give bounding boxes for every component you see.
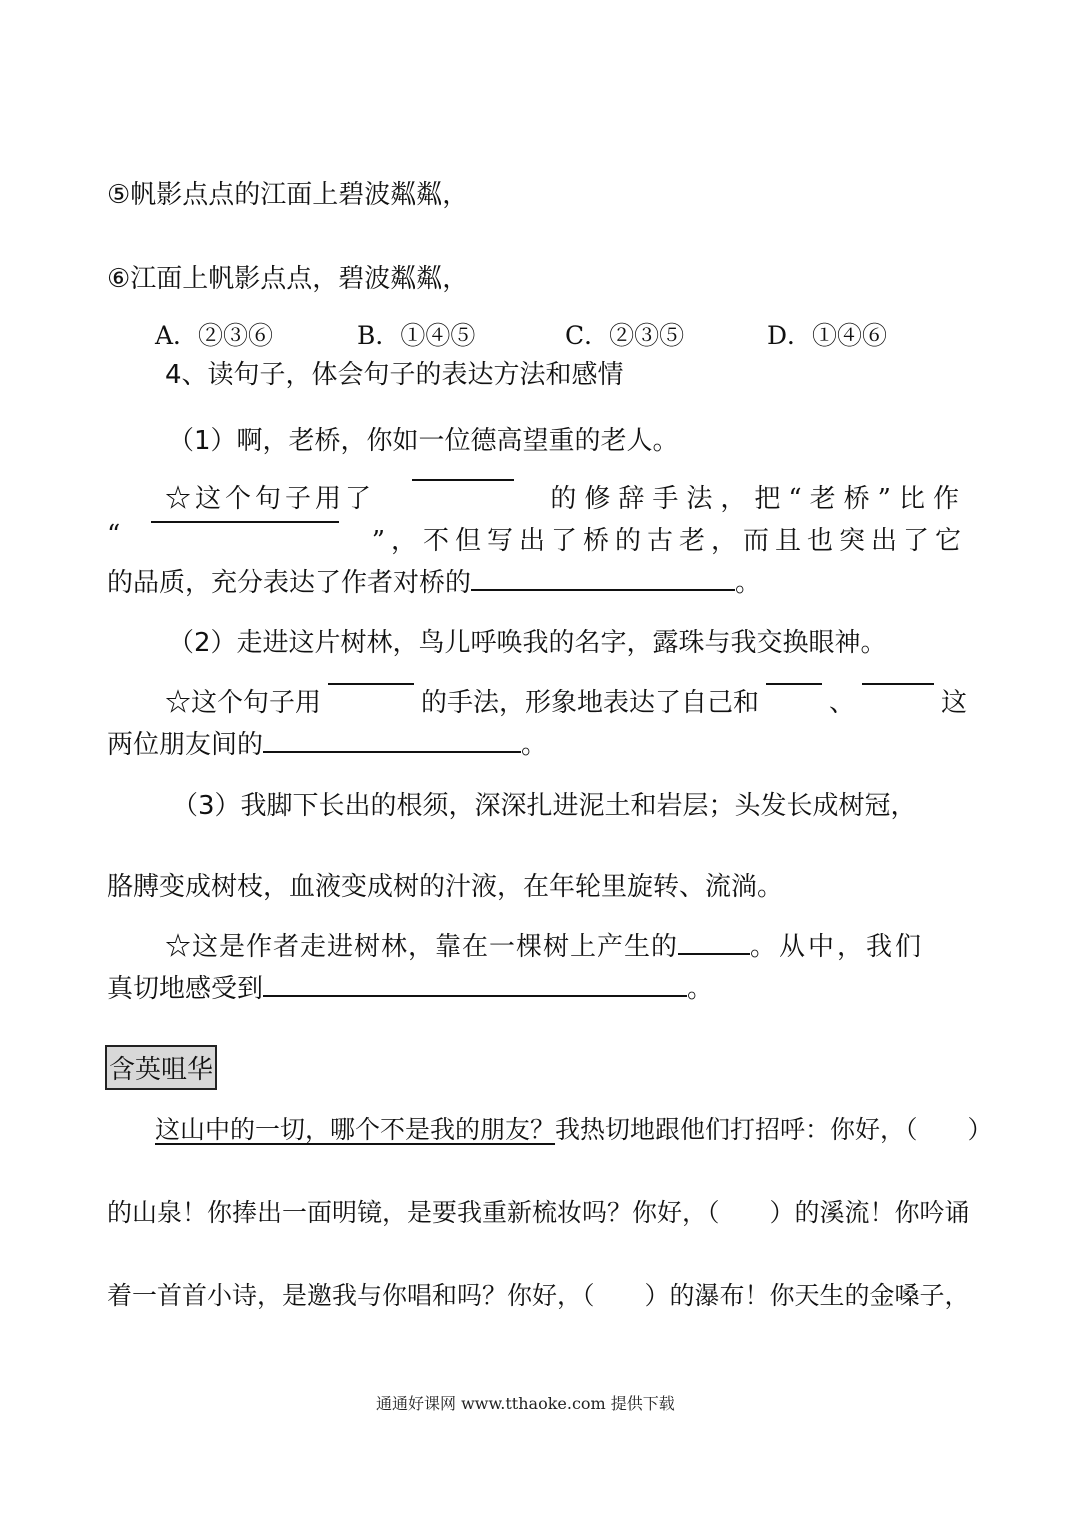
s1-answer-line-3 bbox=[107, 562, 761, 599]
s2-answer-line-1 bbox=[165, 682, 967, 719]
period: 。 bbox=[521, 730, 548, 760]
blank-imagination[interactable] bbox=[678, 952, 750, 955]
s1-prompt-2: 的修辞手法，把“老桥”比作 bbox=[550, 484, 967, 514]
s2-prompt: ☆这个句子用 bbox=[165, 688, 322, 718]
choice-d: D．①④⑥ bbox=[767, 321, 888, 350]
choice-a: A．②③⑥ bbox=[155, 321, 274, 350]
blank-rhetoric[interactable] bbox=[412, 478, 514, 481]
choice-b: B．①④⑤ bbox=[357, 321, 476, 350]
period: 。 bbox=[687, 974, 714, 1004]
paragraph-line-2: 的山泉！你捧出一面明镜，是要我重新梳妆吗？你好，（ ）的溪流！你吟诵 bbox=[107, 1198, 970, 1227]
blank-feeling-3[interactable] bbox=[263, 994, 687, 997]
s2-answer-line-2 bbox=[107, 724, 547, 761]
paragraph-rest: 我热切地跟他们打招呼：你好，（ ） bbox=[555, 1115, 993, 1144]
s3-prompt-2: 。从中，我们 bbox=[750, 932, 925, 962]
sentence-3-line-2: 胳膊变成树枝，血液变成树的汁液，在年轮里旋转、流淌。 bbox=[107, 872, 784, 902]
q4-title: 4、读句子，体会句子的表达方法和感情 bbox=[165, 360, 624, 390]
paragraph-line-1 bbox=[155, 1110, 993, 1146]
s2-sep: 、 bbox=[828, 688, 855, 718]
s1-answer-line-2 bbox=[107, 520, 967, 557]
blank-technique[interactable] bbox=[328, 682, 414, 685]
choice-c: C．②③⑤ bbox=[565, 321, 685, 350]
s3-prompt: ☆这是作者走进树林，靠在一棵树上产生的 bbox=[165, 932, 679, 962]
s3-answer-line-1 bbox=[165, 926, 924, 963]
option-5: ⑤帆影点点的江面上碧波粼粼， bbox=[107, 180, 469, 210]
underlined-sentence: 这山中的一切，哪个不是我的朋友？ bbox=[155, 1115, 556, 1144]
s2-prompt-2: 的手法，形象地表达了自己和 bbox=[420, 688, 759, 718]
paragraph-line-3: 着一首首小诗，是邀我与你唱和吗？你好，（ ）的瀑布！你天生的金嗓子， bbox=[107, 1281, 970, 1310]
s1-answer-line-1 bbox=[165, 478, 967, 515]
s3-prompt-3: 真切地感受到 bbox=[107, 974, 264, 1004]
footer-text: 通通好课网 www.tthaoke.com 提供下载 bbox=[376, 1394, 675, 1413]
open-quote: “ bbox=[107, 520, 121, 550]
s3-answer-line-2 bbox=[107, 968, 713, 1005]
blank-compare[interactable] bbox=[151, 520, 339, 523]
s2-prompt-4: 两位朋友间的 bbox=[107, 730, 264, 760]
s1-prompt: ☆这个句子用了 bbox=[165, 484, 376, 514]
s1-prompt-3: ”，不但写出了桥的古老，而且也突出了它 bbox=[371, 526, 967, 556]
sentence-2: （2）走进这片树林，鸟儿呼唤我的名字，露珠与我交换眼神。 bbox=[168, 628, 887, 658]
section-heading bbox=[105, 1045, 217, 1090]
s2-prompt-3: 这 bbox=[940, 688, 967, 718]
blank-friend-1[interactable] bbox=[766, 682, 822, 685]
sentence-1: （1）啊，老桥，你如一位德高望重的老人。 bbox=[168, 426, 679, 456]
option-6: ⑥江面上帆影点点，碧波粼粼， bbox=[107, 264, 469, 294]
blank-feeling-2[interactable] bbox=[263, 750, 521, 753]
blank-feeling-1[interactable] bbox=[471, 588, 735, 591]
s1-prompt-4: 的品质，充分表达了作者对桥的 bbox=[107, 568, 472, 598]
period: 。 bbox=[735, 568, 762, 598]
sentence-3-line-1: （3）我脚下长出的根须，深深扎进泥土和岩层；头发长成树冠， bbox=[172, 791, 917, 821]
blank-friend-2[interactable] bbox=[862, 682, 934, 685]
section-heading-box: 含英咀华 bbox=[105, 1045, 217, 1090]
